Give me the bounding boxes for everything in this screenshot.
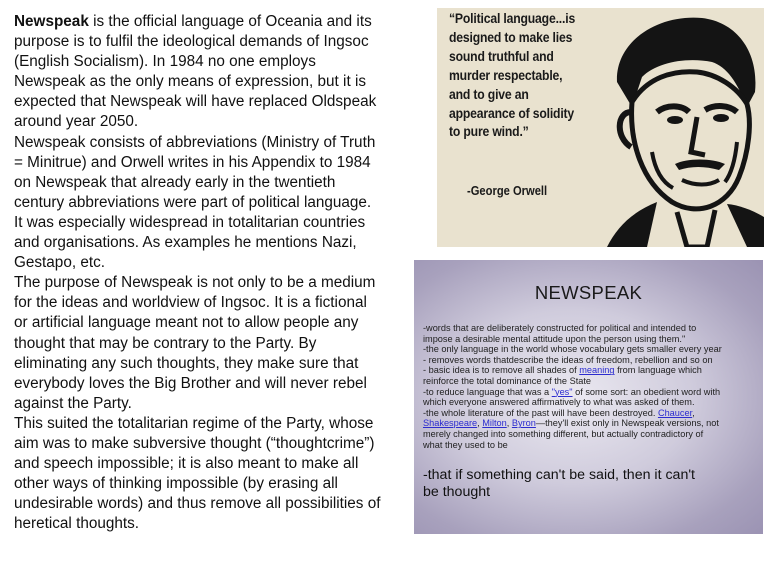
quote-line: “Political language...is — [449, 11, 576, 27]
bullet-text: which everyone answered affirmatively to what was asked of them. — [423, 397, 695, 408]
body-line: thought that may be contrary to the Party. By — [14, 334, 317, 352]
body-line: or artificial language meant not to allow people any — [14, 314, 359, 332]
body-line: This suited the totalitarian regime of the Party, whose — [14, 414, 374, 432]
newspeak-key-statement — [423, 467, 763, 500]
bullet-text: what they used to be — [423, 439, 508, 450]
bullet-text: merely changed into something different, but actually contradictory of — [423, 428, 704, 439]
hyperlink[interactable]: meaning — [579, 365, 615, 376]
newspeak-slide-title: NEWSPEAK — [534, 282, 643, 303]
bullet-text: , — [477, 418, 483, 429]
body-line: expected that Newspeak will have replaced Oldspeak — [14, 93, 377, 111]
body-line: heretical thoughts. — [14, 515, 140, 533]
bullet-line — [423, 376, 763, 387]
body-paragraph — [14, 133, 406, 274]
bullet-line — [423, 418, 763, 429]
body-line: Newspeak consists of abbreviations (Ministry of Truth — [14, 133, 376, 151]
quote-line: murder respectable, — [449, 67, 563, 84]
hyperlink[interactable]: "yes" — [551, 386, 573, 397]
body-line: and speech impossible; it is also meant to make all — [14, 455, 359, 473]
bullet-text: - basic idea is to remove all shades of — [423, 365, 580, 376]
body-line: aim was to make subversive thought (“thoughtcrime”) — [14, 434, 375, 452]
body-line: other ways of thinking impossible (by erasing all — [14, 475, 338, 493]
bullet-line — [423, 429, 763, 440]
body-line: everybody loves the Big Brother and will never rebel — [14, 374, 367, 392]
bullet-line — [423, 440, 763, 451]
body-line: for the ideas and worldview of Ingsoc. It is a fictional — [14, 294, 367, 312]
body-line: Gestapo, etc. — [14, 254, 105, 272]
bullet-text: -to reduce language that was a — [423, 386, 552, 397]
body-line: It was especially widespread in totalitarian countries — [14, 213, 366, 231]
key-statement-line: be thought — [423, 483, 491, 500]
body-line: century abbreviations were part of political language. — [14, 193, 372, 211]
bullet-text: - removes words thatdescribe the ideas of freedom, rebellion and so on — [423, 354, 713, 365]
hyperlink[interactable]: Shakespeare — [423, 418, 478, 429]
newspeak-slide — [414, 260, 763, 534]
bullet-text: , — [692, 407, 695, 418]
bullet-text: -words that are deliberately constructed for political and intended to — [423, 323, 697, 333]
body-line: purpose is to fulfil the ideological demands of Ingsoc — [14, 33, 369, 51]
bullet-line — [423, 397, 763, 408]
body-paragraph — [14, 12, 406, 133]
body-line: around year 2050. — [14, 113, 139, 131]
quote-line: and to give an — [449, 86, 529, 103]
bullet-text: -the whole literature of the past will have been destroyed. — [423, 407, 658, 418]
body-line: Newspeak as the only means of expression, but it is — [14, 73, 367, 91]
bullet-line — [423, 323, 763, 334]
newspeak-bullets — [423, 323, 763, 450]
body-line: = Minitrue) and Orwell writes in his Appendix to 1984 — [14, 153, 371, 171]
quote-line: sound truthful and — [449, 48, 554, 65]
bullet-line — [423, 334, 763, 345]
bullet-text: impose a desirable mental attitude upon the person using them." — [423, 333, 686, 344]
body-line: and organisations. As examples he mentions Nazi, — [14, 234, 357, 252]
quote-author: -George Orwell — [467, 183, 548, 198]
body-line: on Newspeak that already early in the twentieth — [14, 173, 336, 191]
bullet-line — [423, 365, 763, 376]
hyperlink[interactable]: Chaucer — [657, 407, 693, 418]
body-line: against the Party. — [14, 394, 132, 412]
body-line: The purpose of Newspeak is not only to be a medium — [14, 274, 376, 292]
bullet-line — [423, 355, 763, 366]
bullet-text: of some sort: an obedient word with — [572, 386, 721, 397]
bullet-line — [423, 387, 763, 398]
orwell-quote-poster — [437, 8, 764, 247]
body-paragraph — [14, 414, 406, 535]
bullet-text: from language which — [614, 365, 702, 376]
body-paragraph — [14, 273, 406, 414]
body-line: undesirable words) and thus remove all possibilities of — [14, 495, 381, 513]
body-text — [14, 12, 406, 534]
term-newspeak: Newspeak — [14, 13, 89, 30]
bullet-line — [423, 408, 763, 419]
hyperlink[interactable]: Byron — [511, 418, 536, 429]
quote-line: appearance of solidity — [449, 105, 575, 122]
body-line: is the official language of Oceania and its — [88, 13, 372, 30]
key-statement-line: -that if something can't be said, then it can't — [423, 467, 695, 483]
quote-line: to pure wind.” — [449, 124, 529, 141]
body-line: (English Socialism). In 1984 no one employs — [14, 53, 316, 71]
bullet-text: —they'll exist only in Newspeak versions, not — [535, 418, 719, 429]
bullet-line — [423, 344, 763, 355]
orwell-portrait-image — [587, 12, 764, 247]
body-line: eliminating any such thoughts, they make sure that — [14, 354, 359, 372]
hyperlink[interactable]: Milton — [482, 418, 507, 429]
bullet-text: -the only language in the world whose vocabulary gets smaller every year — [423, 344, 722, 355]
bullet-text: reinforce the total dominance of the State — [423, 375, 592, 386]
quote-line: designed to make lies — [449, 29, 573, 46]
quote-text — [449, 10, 576, 142]
bullet-text: , — [506, 418, 512, 429]
